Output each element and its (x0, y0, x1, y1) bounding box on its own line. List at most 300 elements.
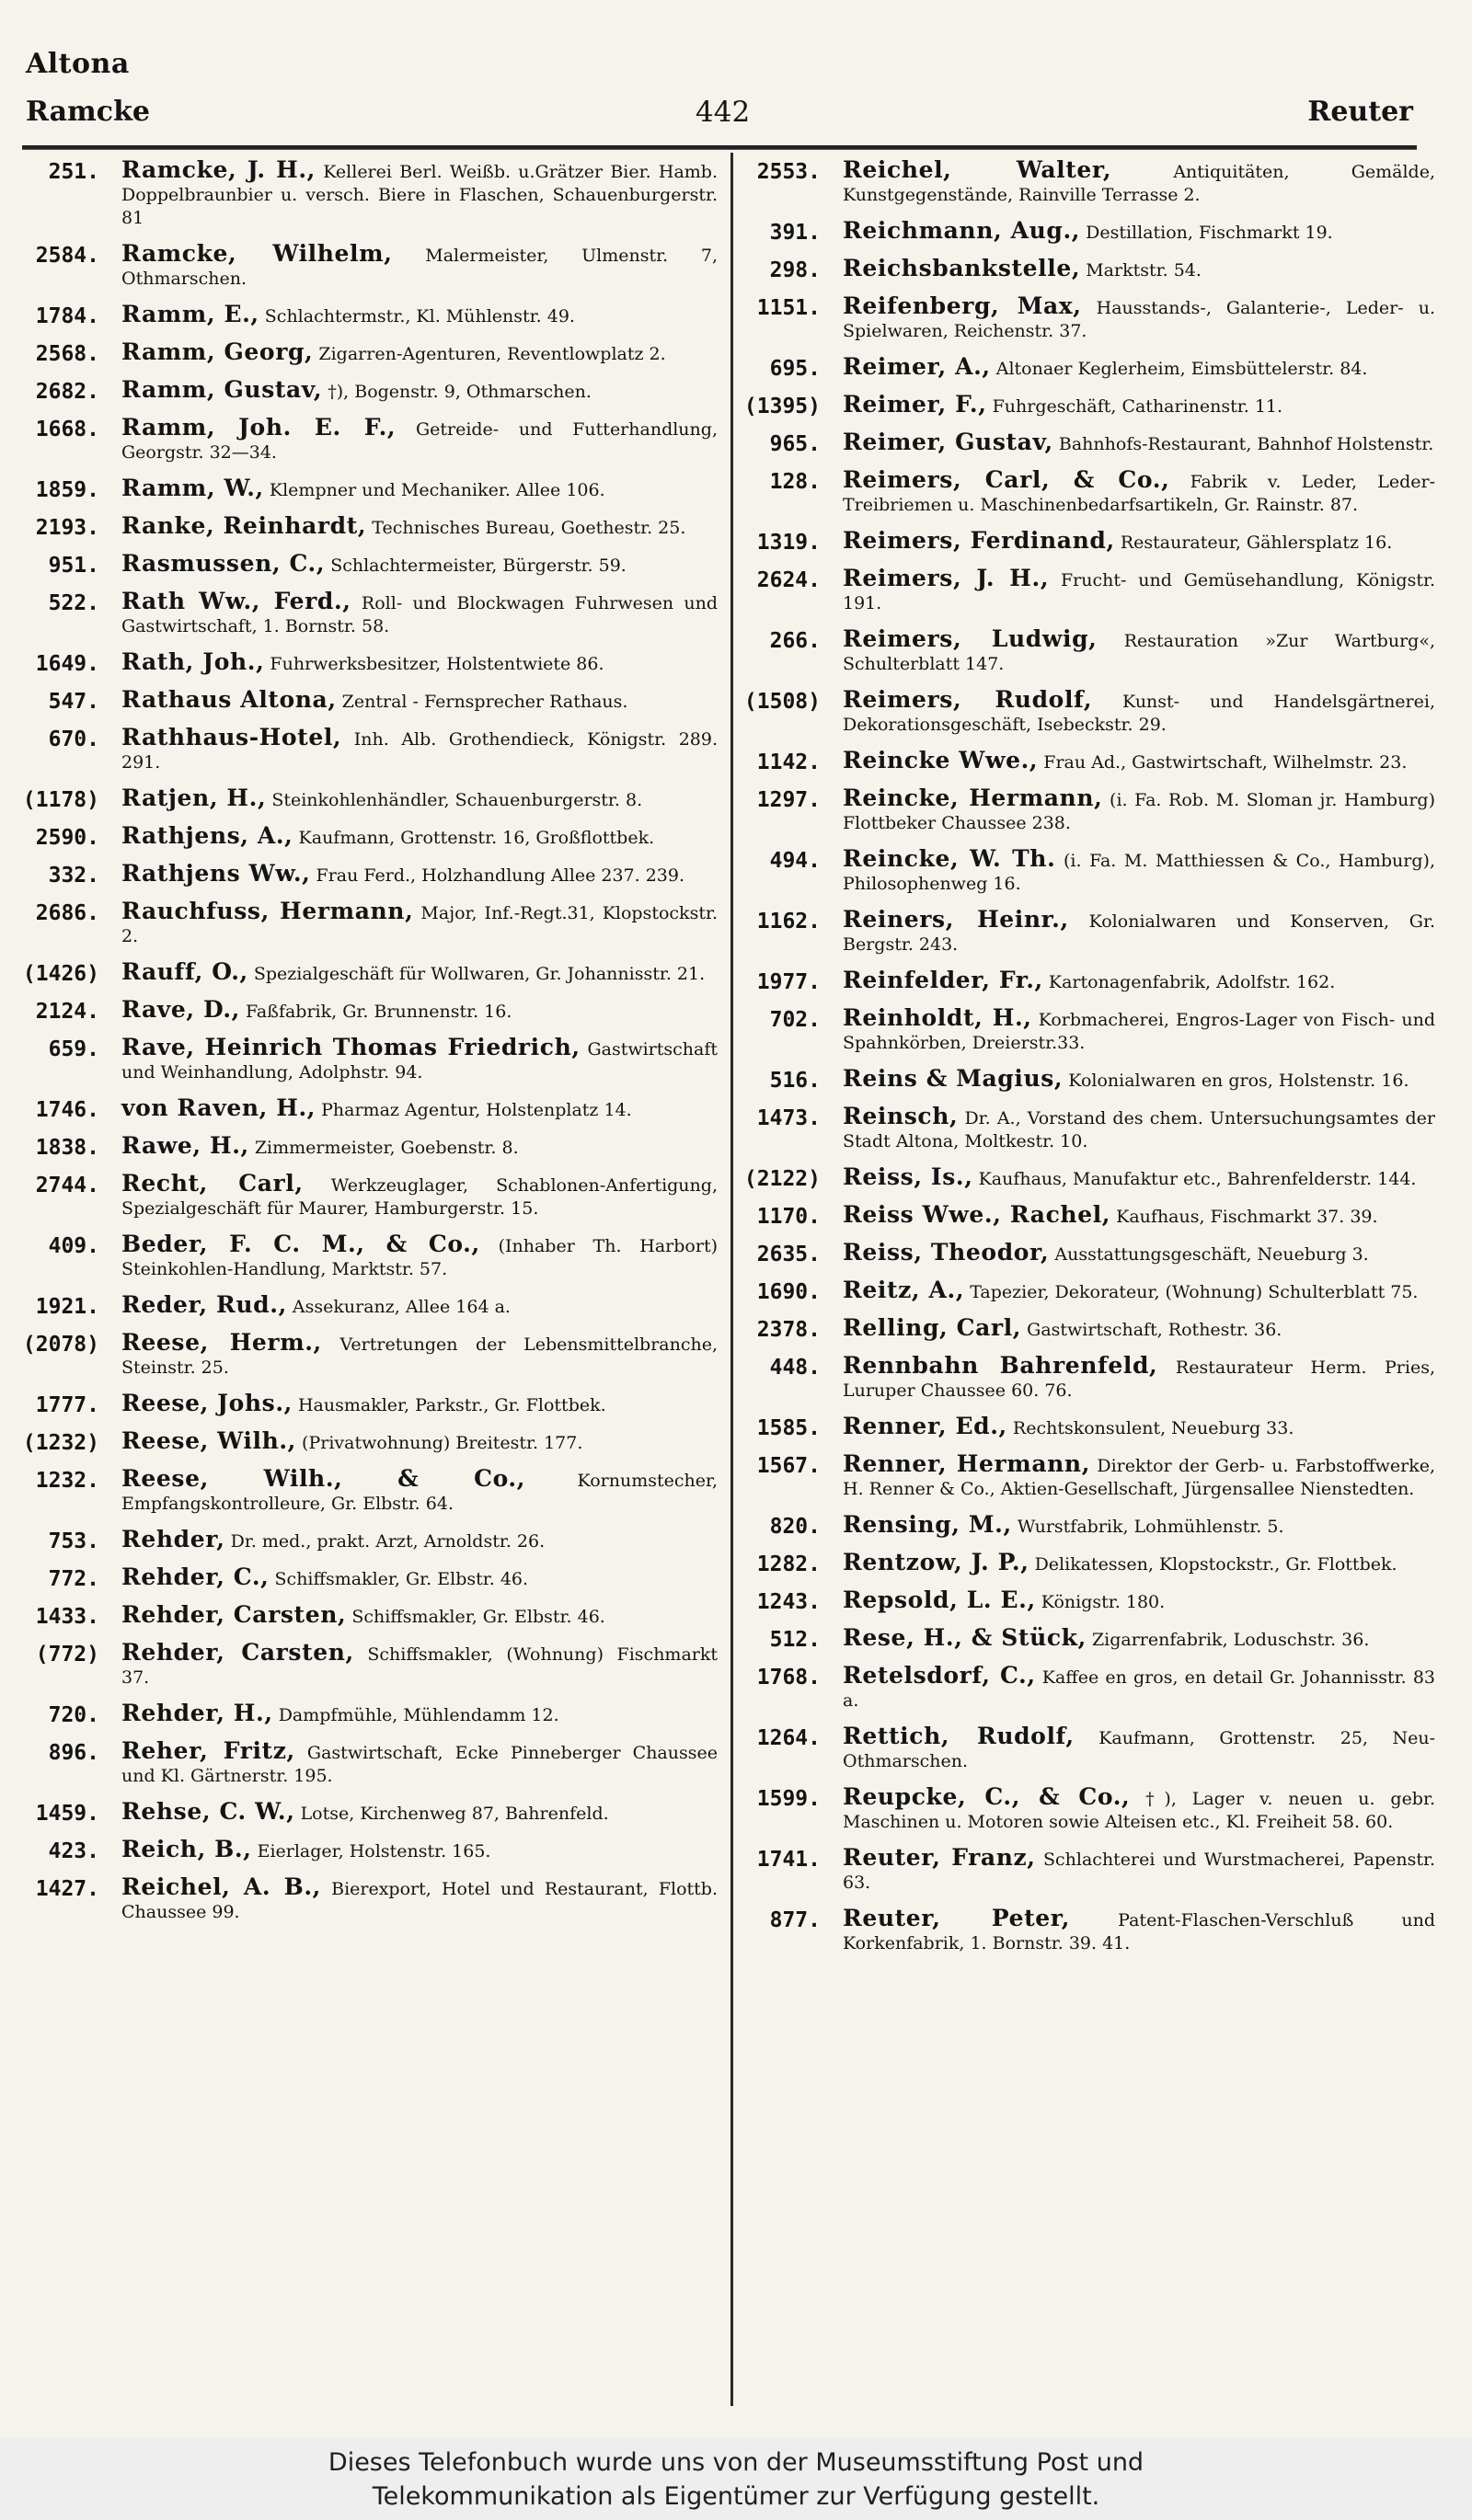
subscriber-details: Kaufhaus, Fischmarkt 37. 39. (1116, 1207, 1378, 1227)
subscriber-name: Reinfelder, Fr., (843, 967, 1043, 993)
subscriber-name: Rathaus Altona, (121, 686, 337, 713)
subscriber-details: Getreide- und Futterhandlung, Georgstr. 32—34. (121, 419, 718, 463)
subscriber-details: Schlachtermeister, Bürgerstr. 59. (330, 556, 627, 576)
directory-entry (18, 552, 718, 578)
entry-text (843, 1165, 1435, 1191)
directory-entry (743, 430, 1435, 456)
left-catchword: Ramcke (26, 96, 150, 128)
directory-entry (743, 257, 1435, 282)
entry-text (121, 552, 718, 578)
subscriber-name: Reincke, W. Th. (843, 845, 1056, 872)
subscriber-details: Kellerei Berl. Weißb. u.Grätzer Bier. Hamb. Doppelbraunbier u. versch. Biere in Flaschen, Schauenburgerstr. 81 (121, 162, 719, 228)
subscriber-details: Vertretungen der Lebensmittelbranche, Steinstr. 25. (121, 1334, 719, 1378)
subscriber-details: Zigarren-Agenturen, Reventlowplatz 2. (318, 344, 666, 364)
subscriber-details: Direktor der Gerb- u. Farbstoffwerke, H. Renner & Co., Aktien-Gesellschaft, Jürgensallee Nienstedten. (843, 1456, 1435, 1499)
entry-text (121, 1392, 718, 1417)
directory-entry (743, 786, 1435, 835)
entry-text (121, 1565, 718, 1591)
phone-number: 332. (48, 864, 99, 888)
subscriber-details: Schiffsmakler, (Wohnung) Fischmarkt 37. (121, 1644, 719, 1688)
directory-entry (18, 726, 718, 774)
subscriber-details: Fuhrgeschäft, Catharinenstr. 11. (992, 396, 1283, 417)
phone-number: 2682. (35, 380, 99, 404)
directory-entry (18, 650, 718, 676)
subscriber-details: Marktstr. 54. (1086, 260, 1202, 281)
subscriber-details: Gastwirtschaft, Rothestr. 36. (1027, 1320, 1282, 1340)
phone-number: 448. (769, 1356, 821, 1380)
subscriber-name: Relling, Carl, (843, 1314, 1022, 1341)
subscriber-name: Ramm, Joh. E. F., (121, 414, 397, 441)
directory-entry (18, 1172, 718, 1220)
subscriber-name: Reitz, A., (843, 1277, 965, 1303)
subscriber-details: Frau Ad., Gastwirtschaft, Wilhelmstr. 23. (1043, 752, 1408, 773)
entry-text (843, 529, 1435, 555)
subscriber-details: Schiffsmakler, Gr. Elbstr. 46. (351, 1607, 605, 1627)
directory-entry (18, 590, 718, 638)
subscriber-details: Technisches Bureau, Goethestr. 25. (372, 518, 686, 538)
entry-text (843, 1664, 1435, 1712)
subscriber-name: Ramm, Gustav, (121, 376, 323, 403)
subscriber-name: Rehse, C. W., (121, 1798, 295, 1825)
directory-entry (743, 968, 1435, 994)
entry-text (121, 1603, 718, 1629)
directory-entry (18, 899, 718, 948)
subscriber-details: Faßfabrik, Gr. Brunnenstr. 16. (246, 1002, 512, 1022)
phone-number: 298. (769, 258, 821, 282)
entry-text (843, 1513, 1435, 1539)
phone-number: 1473. (756, 1106, 821, 1130)
city-heading: Altona (26, 48, 130, 80)
phone-number: (772) (35, 1643, 99, 1667)
directory-entry (18, 340, 718, 366)
subscriber-details: Major, Inf.-Regt.31, Klopstockstr. 2. (121, 903, 718, 946)
subscriber-name: Reiss, Theodor, (843, 1239, 1050, 1266)
phone-number: (1178) (22, 788, 99, 812)
footer-line-2: Telekommunikation als Eigentümer zur Verfügung gestellt. (372, 2482, 1100, 2511)
directory-entry (743, 1316, 1435, 1342)
phone-number: 753. (48, 1529, 99, 1553)
directory-entry (18, 1565, 718, 1591)
phone-number: 1297. (756, 788, 821, 812)
subscriber-details: Zigarrenfabrik, Loduschstr. 36. (1091, 1630, 1370, 1650)
directory-entry (18, 416, 718, 464)
phone-number: 1162. (756, 910, 821, 934)
directory-entry (743, 219, 1435, 245)
subscriber-details: Delikatessen, Klopstockstr., Gr. Flottbek. (1034, 1554, 1397, 1575)
directory-entry (743, 1241, 1435, 1266)
directory-entry (743, 1588, 1435, 1614)
directory-entry (18, 1641, 718, 1690)
subscriber-name: Reichsbankstelle, (843, 255, 1081, 281)
directory-entry (18, 514, 718, 540)
directory-entry (743, 468, 1435, 517)
subscriber-name: Reiners, Heinr., (843, 906, 1069, 933)
subscriber-name: Rathjens, A., (121, 822, 293, 849)
directory-entry (18, 1232, 718, 1281)
entry-text (121, 1036, 718, 1084)
entry-text (843, 847, 1435, 896)
directory-entry (743, 1354, 1435, 1403)
subscriber-name: Ratjen, H., (121, 785, 267, 811)
subscriber-name: Beder, F. C. M., & Co., (121, 1231, 480, 1257)
subscriber-details: Assekuranz, Allee 164 a. (292, 1297, 511, 1317)
subscriber-name: Rath, Joh., (121, 648, 265, 675)
entry-text (843, 1785, 1435, 1834)
phone-number: 423. (48, 1839, 99, 1863)
subscriber-name: Recht, Carl, (121, 1170, 304, 1197)
entry-text (843, 294, 1435, 343)
subscriber-name: Repsold, L. E., (843, 1586, 1036, 1613)
phone-number: 1151. (756, 296, 821, 320)
directory-entry (18, 1739, 718, 1788)
subscriber-name: Reimers, Rudolf, (843, 686, 1093, 713)
subscriber-details: Dr. med., prakt. Arzt, Arnoldstr. 26. (230, 1531, 546, 1552)
subscriber-name: Reich, B., (121, 1836, 252, 1862)
subscriber-details: Kolonialwaren und Konserven, Gr. Bergstr. 243. (843, 911, 1436, 955)
directory-entry (18, 960, 718, 986)
subscriber-name: Rawe, H., (121, 1132, 249, 1159)
directory-entry (743, 847, 1435, 896)
subscriber-details: Hausmakler, Parkstr., Gr. Flottbek. (297, 1395, 606, 1415)
directory-entry (743, 294, 1435, 343)
phone-number: 128. (769, 470, 821, 494)
directory-entry (743, 393, 1435, 418)
entry-text (843, 1588, 1435, 1614)
entry-text (121, 899, 718, 948)
right-catchword: Reuter (1307, 96, 1413, 128)
directory-entry (18, 862, 718, 888)
phone-number: 1777. (35, 1393, 99, 1417)
subscriber-name: Rauchfuss, Hermann, (121, 898, 414, 924)
directory-entry (743, 158, 1435, 207)
entry-text (121, 688, 718, 714)
phone-number: 1567. (756, 1454, 821, 1478)
subscriber-name: Rese, H., & Stück, (843, 1624, 1087, 1651)
entry-text (121, 1528, 718, 1553)
subscriber-details: Kaufhaus, Manufaktur etc., Bahrenfelderstr. 144. (978, 1169, 1417, 1189)
column-divider (730, 153, 733, 2406)
subscriber-name: Rettich, Rudolf, (843, 1723, 1075, 1749)
subscriber-details: Roll- und Blockwagen Fuhrwesen und Gastwirtschaft, 1. Bornstr. 58. (121, 593, 719, 636)
directory-entry (18, 1875, 718, 1924)
entry-text (843, 1354, 1435, 1403)
directory-entry (743, 1006, 1435, 1055)
directory-entry (18, 1036, 718, 1084)
entry-text (843, 355, 1435, 381)
directory-entry (743, 1551, 1435, 1576)
entry-text (843, 1241, 1435, 1266)
subscriber-name: Reichmann, Aug., (843, 217, 1081, 244)
subscriber-name: Rathjens Ww., (121, 860, 311, 887)
phone-number: 2744. (35, 1174, 99, 1197)
subscriber-name: Rave, Heinrich Thomas Friedrich, (121, 1034, 581, 1060)
phone-number: 1243. (756, 1590, 821, 1614)
subscriber-name: Reuter, Peter, (843, 1905, 1071, 1931)
phone-number: 391. (769, 221, 821, 245)
subscriber-details: Antiquitäten, Gemälde, Kunstgegenstände, Rainville Terrasse 2. (843, 162, 1435, 205)
directory-entry (743, 1067, 1435, 1093)
entry-text (843, 688, 1435, 737)
phone-number: 512. (769, 1628, 821, 1652)
directory-entry (743, 1415, 1435, 1440)
entry-text (121, 590, 718, 638)
subscriber-name: Renner, Ed., (843, 1413, 1007, 1439)
phone-number: 1859. (35, 478, 99, 502)
entry-text (121, 1800, 718, 1826)
subscriber-details: Königstr. 180. (1041, 1592, 1166, 1612)
phone-number: 1768. (756, 1666, 821, 1690)
subscriber-details: (i. Fa. Rob. M. Sloman jr. Hamburg) Flottbeker Chaussee 238. (843, 790, 1435, 833)
directory-entry (18, 378, 718, 404)
phone-number: 896. (48, 1741, 99, 1765)
directory-entry (743, 355, 1435, 381)
directory-entry (18, 1331, 718, 1380)
subscriber-details: (i. Fa. M. Matthiessen & Co., Hamburg), Philosophenweg 16. (843, 851, 1435, 894)
subscriber-name: Reincke Wwe., (843, 747, 1039, 773)
subscriber-details: Zimmermeister, Goebenstr. 8. (254, 1138, 519, 1158)
directory-entry (18, 1467, 718, 1516)
subscriber-name: von Raven, H., (121, 1094, 316, 1121)
directory-entry (18, 1134, 718, 1160)
subscriber-name: Reder, Rud., (121, 1291, 287, 1318)
subscriber-details: Inh. Alb. Grothendieck, Königstr. 289. 291. (121, 729, 718, 773)
phone-number: 1668. (35, 418, 99, 441)
directory-entry (18, 1800, 718, 1826)
phone-number: 1264. (756, 1726, 821, 1750)
directory-entry (743, 1513, 1435, 1539)
subscriber-name: Reimers, Ludwig, (843, 625, 1098, 652)
entry-text (121, 1134, 718, 1160)
subscriber-details: †), Lager v. neuen u. gebr. Maschinen u. Motoren sowie Alteisen etc., Kl. Freiheit 58. 60. (843, 1789, 1436, 1832)
phone-number: 951. (48, 554, 99, 578)
subscriber-details: Kaufmann, Grottenstr. 16, Großflottbek. (298, 828, 655, 848)
subscriber-name: Ramcke, J. H., (121, 156, 316, 183)
phone-number: 547. (48, 690, 99, 714)
subscriber-details: Dampfmühle, Mühlendamm 12. (278, 1705, 559, 1725)
directory-entry (743, 1724, 1435, 1773)
entry-text (121, 1467, 718, 1516)
entry-text (121, 378, 718, 404)
subscriber-name: Reuter, Franz, (843, 1844, 1036, 1871)
entry-text (843, 1626, 1435, 1652)
phone-number: 670. (48, 727, 99, 751)
entry-text (843, 1105, 1435, 1153)
phone-number: 2686. (35, 901, 99, 925)
subscriber-name: Rehder, (121, 1526, 225, 1552)
subscriber-name: Ramm, E., (121, 301, 259, 327)
entry-text (843, 1067, 1435, 1093)
phone-number: 1599. (756, 1787, 821, 1811)
phone-number: 251. (48, 160, 99, 184)
subscriber-details: Fuhrwerksbesitzer, Holstentwiete 86. (270, 654, 604, 674)
subscriber-details: Restaurateur, Gählersplatz 16. (1120, 533, 1393, 553)
subscriber-name: Reimer, A., (843, 353, 991, 380)
directory-entry (18, 1096, 718, 1122)
directory-entry (743, 1785, 1435, 1834)
entry-text (843, 219, 1435, 245)
entry-text (121, 514, 718, 540)
subscriber-details: Schlachterei und Wurstmacherei, Papenstr. 63. (843, 1850, 1435, 1893)
phone-number: 702. (769, 1008, 821, 1032)
entry-text (843, 627, 1435, 676)
phone-number: 965. (769, 432, 821, 456)
subscriber-name: Reese, Herm., (121, 1329, 322, 1356)
subscriber-details: Spezialgeschäft für Wollwaren, Gr. Johannisstr. 21. (253, 964, 706, 984)
right-column (743, 158, 1435, 1967)
entry-text (843, 1907, 1435, 1955)
subscriber-details: Dr. A., Vorstand des chem. Untersuchungsamtes der Stadt Altona, Moltkestr. 10. (843, 1108, 1435, 1151)
subscriber-name: Rath Ww., Ferd., (121, 588, 351, 614)
phone-number: (1395) (743, 395, 821, 418)
entry-text (843, 468, 1435, 517)
entry-text (843, 1724, 1435, 1773)
phone-number: 1746. (35, 1098, 99, 1122)
subscriber-details: Patent-Flaschen-Verschluß und Korkenfabrik, 1. Bornstr. 39. 41. (843, 1910, 1436, 1953)
subscriber-details: (Inhaber Th. Harbort) Steinkohlen-Handlung, Marktstr. 57. (121, 1236, 718, 1279)
entry-text (843, 749, 1435, 774)
phone-number: 2568. (35, 342, 99, 366)
subscriber-details: Kartonagenfabrik, Adolfstr. 162. (1048, 972, 1336, 992)
phone-number: 2624. (756, 568, 821, 592)
phone-number: 2124. (35, 1000, 99, 1024)
subscriber-name: Reimers, Ferdinand, (843, 527, 1115, 554)
left-column (18, 158, 718, 1936)
entry-text (843, 1415, 1435, 1440)
directory-entry (18, 303, 718, 328)
phone-number: 1921. (35, 1295, 99, 1319)
entry-text (121, 1232, 718, 1281)
entry-text (121, 1172, 718, 1220)
phone-number: (2078) (22, 1333, 99, 1357)
phone-number: 1585. (756, 1416, 821, 1440)
page-number: 442 (696, 96, 751, 129)
subscriber-name: Reichel, A. B., (121, 1873, 321, 1900)
subscriber-details: Pharmaz Agentur, Holstenplatz 14. (321, 1100, 632, 1120)
subscriber-details: Kaufmann, Grottenstr. 25, Neu-Othmarschen. (843, 1728, 1435, 1771)
phone-number: 720. (48, 1703, 99, 1727)
phone-number: 2193. (35, 516, 99, 540)
entry-text (121, 242, 718, 291)
entry-text (121, 1293, 718, 1319)
subscriber-details: Bahnhofs-Restaurant, Bahnhof Holstenstr. (1058, 434, 1434, 454)
directory-entry (743, 567, 1435, 615)
subscriber-name: Renner, Hermann, (843, 1450, 1090, 1477)
entry-text (121, 862, 718, 888)
entry-text (843, 567, 1435, 615)
subscriber-name: Rasmussen, C., (121, 550, 326, 577)
entry-text (843, 1203, 1435, 1229)
directory-entry (18, 1429, 718, 1455)
entry-text (843, 158, 1435, 207)
phone-number: 1142. (756, 750, 821, 774)
directory-entry (743, 908, 1435, 956)
subscriber-name: Ramcke, Wilhelm, (121, 240, 393, 267)
subscriber-details: Hausstands-, Galanterie-, Leder- u. Spielwaren, Reichenstr. 37. (843, 298, 1436, 341)
phone-number: 1319. (756, 531, 821, 555)
entry-text (121, 1096, 718, 1122)
subscriber-details: Gastwirtschaft und Weinhandlung, Adolphstr. 94. (121, 1039, 719, 1082)
subscriber-details: Korbmacherei, Engros-Lager von Fisch- und Spahnkörben, Dreierstr.33. (843, 1010, 1435, 1053)
phone-number: 494. (769, 849, 821, 873)
directory-entry (18, 1528, 718, 1553)
directory-entry (18, 824, 718, 850)
directory-entry (18, 998, 718, 1024)
directory-entry (18, 242, 718, 291)
subscriber-details: Frucht- und Gemüsehandlung, Königstr. 191. (843, 570, 1435, 613)
phone-number: 1977. (756, 970, 821, 994)
subscriber-details: Restauration »Zur Wartburg«, Schulterblatt 147. (843, 631, 1435, 674)
directory-entry (18, 688, 718, 714)
subscriber-name: Reese, Wilh., & Co., (121, 1465, 526, 1492)
subscriber-details: Schiffsmakler, Gr. Elbstr. 46. (274, 1569, 529, 1589)
directory-entry (743, 688, 1435, 737)
phone-number: 1170. (756, 1205, 821, 1229)
directory-entry (18, 158, 718, 230)
subscriber-details: Tapezier, Dekorateur, (Wohnung) Schulterblatt 75. (970, 1282, 1419, 1302)
directory-entry (18, 1701, 718, 1727)
subscriber-name: Reese, Johs., (121, 1390, 293, 1416)
subscriber-name: Reher, Fritz, (121, 1737, 295, 1764)
entry-text (843, 430, 1435, 456)
phone-number: 2378. (756, 1318, 821, 1342)
subscriber-details: Gastwirtschaft, Ecke Pinneberger Chaussee und Kl. Gärtnerstr. 195. (121, 1743, 718, 1786)
phone-number: 266. (769, 629, 821, 653)
phone-number: 1232. (35, 1469, 99, 1493)
subscriber-details: Kornumstecher, Empfangskontrolleure, Gr. Elbstr. 64. (121, 1471, 718, 1514)
entry-text (843, 908, 1435, 956)
phone-number: 772. (48, 1567, 99, 1591)
entry-text (121, 824, 718, 850)
subscriber-details: Werkzeuglager, Schablonen-Anfertigung, Spezialgeschäft für Maurer, Hamburgerstr. 15. (121, 1175, 718, 1219)
directory-entry (743, 1452, 1435, 1501)
entry-text (843, 786, 1435, 835)
phone-number: (2122) (743, 1167, 821, 1191)
phone-number: 1433. (35, 1605, 99, 1629)
footer-line-1: Dieses Telefonbuch wurde uns von der Museumsstiftung Post und (328, 2448, 1144, 2477)
entry-text (843, 1278, 1435, 1304)
directory-entry (18, 1603, 718, 1629)
entry-text (843, 393, 1435, 418)
subscriber-name: Reichel, Walter, (843, 156, 1112, 183)
directory-entry (743, 1664, 1435, 1712)
entry-text (843, 1452, 1435, 1501)
subscriber-name: Reinholdt, H., (843, 1004, 1032, 1031)
entry-text (843, 1316, 1435, 1342)
directory-entry (18, 1838, 718, 1863)
subscriber-details: Lotse, Kirchenweg 87, Bahrenfeld. (300, 1804, 609, 1824)
phone-number: 2553. (756, 160, 821, 184)
entry-text (121, 303, 718, 328)
entry-text (121, 726, 718, 774)
phone-number: 1784. (35, 304, 99, 328)
directory-entry (18, 1293, 718, 1319)
entry-text (843, 1846, 1435, 1895)
entry-text (121, 1701, 718, 1727)
directory-entry (743, 1907, 1435, 1955)
entry-text (121, 1838, 718, 1863)
subscriber-details: Destillation, Fischmarkt 19. (1086, 223, 1333, 243)
entry-text (121, 416, 718, 464)
subscriber-details: Klempner und Mechaniker. Allee 106. (269, 480, 605, 500)
subscriber-details: Frau Ferd., Holzhandlung Allee 237. 239. (316, 865, 684, 886)
subscriber-name: Rensing, M., (843, 1511, 1012, 1538)
entry-text (121, 1739, 718, 1788)
entry-text (121, 476, 718, 502)
entry-text (121, 158, 718, 230)
subscriber-name: Rennbahn Bahrenfeld, (843, 1352, 1158, 1379)
phone-number: 659. (48, 1037, 99, 1061)
phone-number: 409. (48, 1234, 99, 1258)
